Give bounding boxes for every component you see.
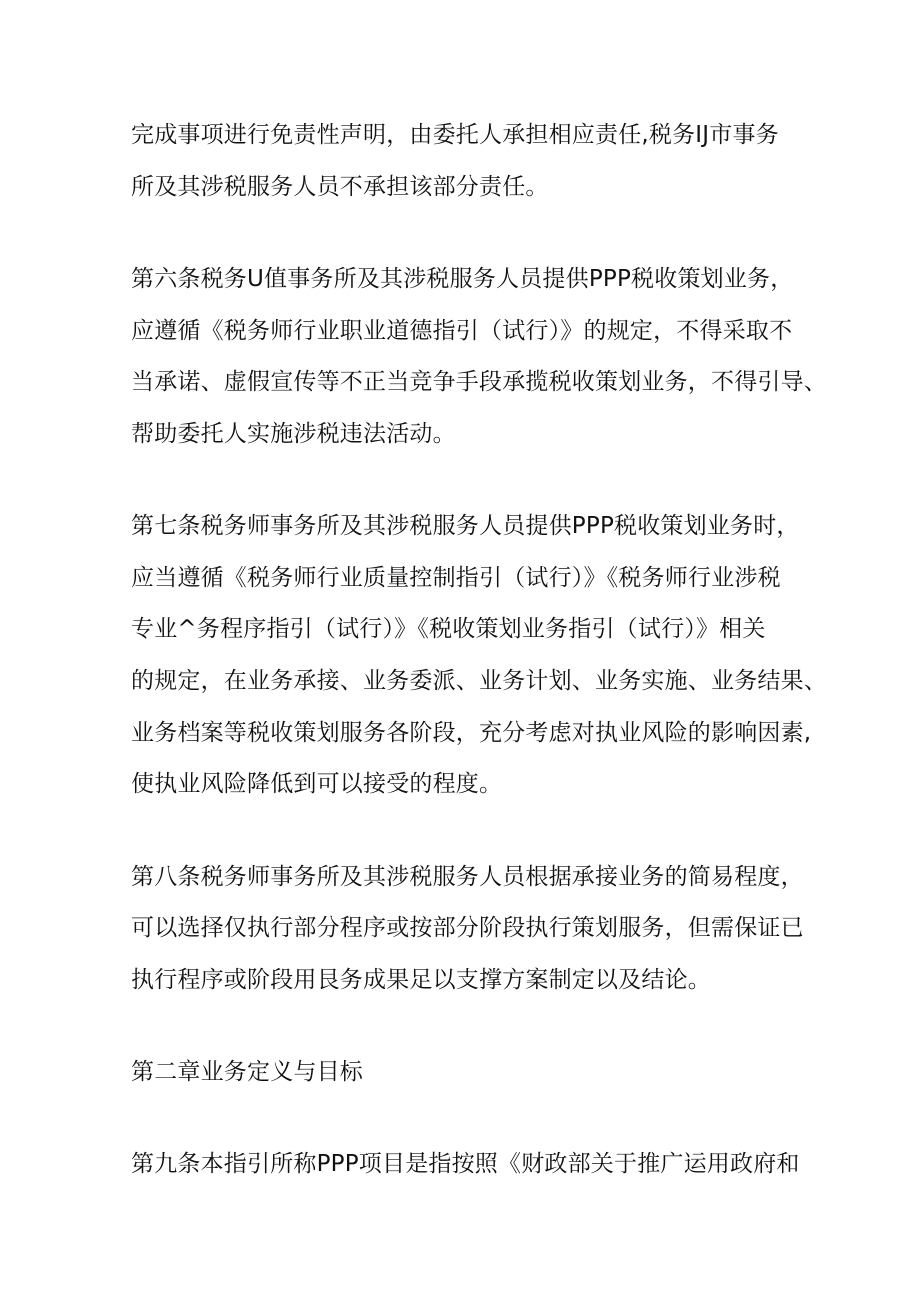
paragraph-1-line-1: 完成事项进行免责性声明，由委托人承担相应责任,税务IJ市事务 [131, 122, 779, 148]
article-6-line-1: 第六条税务U值事务所及其涉税服务人员提供PPP税收策划业务， [131, 266, 794, 292]
article-8-line-3: 执行程序或阶段用艮务成果足以支撑方案制定以及结论。 [131, 967, 711, 993]
article-7-line-2: 应当遵循《税务师行业质量控制指引（试行）》《税务师行业涉税 [131, 565, 781, 591]
article-6-line-2: 应遵循《税务师行业职业道德指引（试行）》的规定，不得采取不 [131, 318, 793, 344]
article-7-line-4: 的规定，在业务承接、业务委派、业务计划、业务实施、业务结果、 [131, 668, 827, 694]
article-7-line-1: 第七条税务师事务所及其涉税服务人员提供PPP税收策划业务时， [131, 513, 800, 539]
article-7-line-3: 专业^务程序指引（试行）》《税收策划业务指引（试行）》相关 [131, 616, 766, 642]
article-8-line-1: 第八条税务师事务所及其涉税服务人员根据承接业务的简易程度， [131, 864, 804, 890]
article-6-line-4: 帮助委托人实施涉税违法活动。 [131, 421, 456, 447]
paragraph-1-line-2: 所及其涉税服务人员不承担该部分责任。 [131, 174, 549, 200]
article-6-line-3: 当承诺、虚假宣传等不正当竞争手段承揽税收策划业务，不得引导、 [131, 369, 827, 395]
article-7-line-6: 使执业风险降低到可以接受的程度。 [131, 771, 503, 797]
article-7-line-5: 业务档案等税收策划服务各阶段，充分考虑对执业风险的影响因素, [131, 720, 812, 746]
article-9-line-1: 第九条本指引所称PPP项目是指按照《财政部关于推广运用政府和 [131, 1151, 800, 1177]
article-8-line-2: 可以选择仅执行部分程序或按部分阶段执行策划服务，但需保证已 [131, 915, 804, 941]
chapter-2-heading: 第二章业务定义与目标 [131, 1059, 363, 1085]
